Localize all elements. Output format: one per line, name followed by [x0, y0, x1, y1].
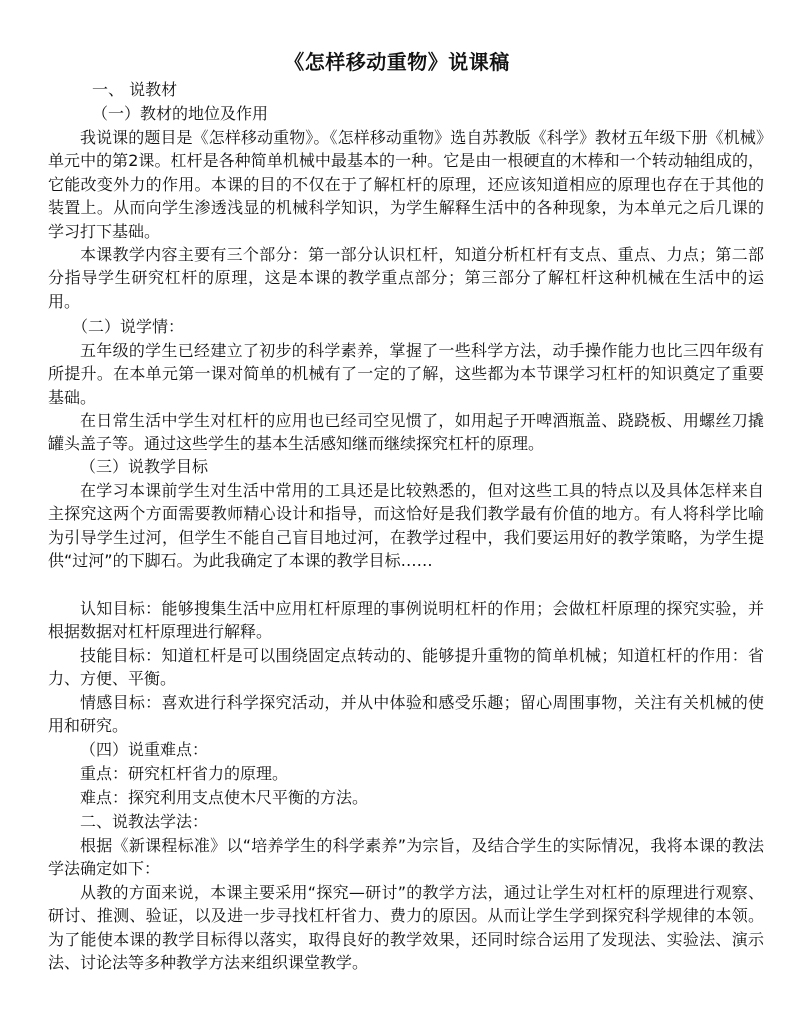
paragraph-skill-goal: 技能目标：知道杠杆是可以围绕固定点转动的、能够提升重物的简单机械；知道杠杆的作用：省力、方便、平衡。	[48, 646, 764, 689]
paragraph-goals-intro: 在学习本课前学生对生活中常用的工具还是比较熟悉的，但对这些工具的特点以及具体怎样来自主探究这两个方面需要教师精心设计和指导，而这恰好是我们教学最有价值的地方。有人将科学比喻为引导学生过河，但学生不能自己盲目地过河，在教学过程中，我们要运用好的教学策略，为学生提供“过河”的下脚石。为此我确定了本课的教学目标……	[48, 481, 764, 571]
subheading-student-analysis: （二）说学情：	[72, 317, 185, 336]
subheading-key-difficulties: （四）说重难点：	[80, 740, 209, 759]
paragraph-lesson-content: 本课教学内容主要有三个部分：第一部分认识杠杆，知道分析杠杆有支点、重点、力点；第二部分指导学生研究杠杆的原理，这是本课的教学重点部分；第三部分了解杠杆这种机械在生活中的运用。	[48, 245, 764, 311]
paragraph-lesson-intro: 我说课的题目是《怎样移动重物》。《怎样移动重物》选自苏教版《科学》教材五年级下册《机械》单元中的第2课。杠杆是各种简单机械中最基本的一种。它是由一根硬直的木棒和一个转动轴组成的，它能改变外力的作用。本课的目的不仅在于了解杠杆的原理，还应该知道相应的原理也存在于其他的装置上。从而向学生渗透浅显的机械科学知识，为学生解释生活中的各种现象，为本单元之后几课的学习打下基础。	[48, 128, 764, 241]
paragraph-student-level: 五年级的学生已经建立了初步的科学素养，掌握了一些科学方法，动手操作能力也比三四年级有所提升。在本单元第一课对简单的机械有了一定的了解，这些都为本节课学习杠杆的知识奠定了重要基础。	[48, 341, 764, 407]
subheading-teaching-goals: （三）说教学目标	[80, 457, 209, 476]
paragraph-emotional-goal: 情感目标：喜欢进行科学探究活动，并从中体验和感受乐趣；留心周围事物，关注有关机械的使用和研究。	[48, 693, 764, 736]
paragraph-cognitive-goal: 认知目标：能够搜集生活中应用杠杆原理的事例说明杠杆的作用；会做杠杆原理的探究实验，并根据数据对杠杆原理进行解释。	[48, 599, 764, 642]
subheading-material-position: （一）教材的地位及作用	[92, 104, 269, 123]
paragraph-teaching-approach: 从教的方面来说，本课主要采用“探究—研讨”的教学方法，通过让学生对杠杆的原理进行观察、研讨、推测、验证，以及进一步寻找杠杆省力、费力的原因。从而让学生学到探究科学规律的本领。为了能使本课的教学目标得以落实，取得良好的教学效果，还同时综合运用了发现法、实验法、演示法、讨论法等多种教学方法来组织课堂教学。	[48, 883, 764, 973]
paragraph-methods-basis: 根据《新课程标准》以“培养学生的科学素养”为宗旨，及结合学生的实际情况，我将本课的教法学法确定如下：	[48, 836, 764, 879]
section-heading-teaching-material: 一、 说教材	[92, 80, 178, 99]
difficult-point-text: 难点：探究利用支点使木尺平衡的方法。	[80, 788, 369, 807]
paragraph-daily-life: 在日常生活中学生对杠杆的应用也已经司空见惯了，如用起子开啤酒瓶盖、跷跷板、用螺丝刀撬罐头盖子等。通过这些学生的基本生活感知继而继续探究杠杆的原理。	[48, 411, 764, 454]
document-title: 《怎样移动重物》说课稿	[284, 50, 510, 74]
section-heading-teaching-methods: 二、说教法学法：	[80, 812, 209, 831]
key-point-text: 重点：研究杠杆省力的原理。	[80, 764, 289, 783]
